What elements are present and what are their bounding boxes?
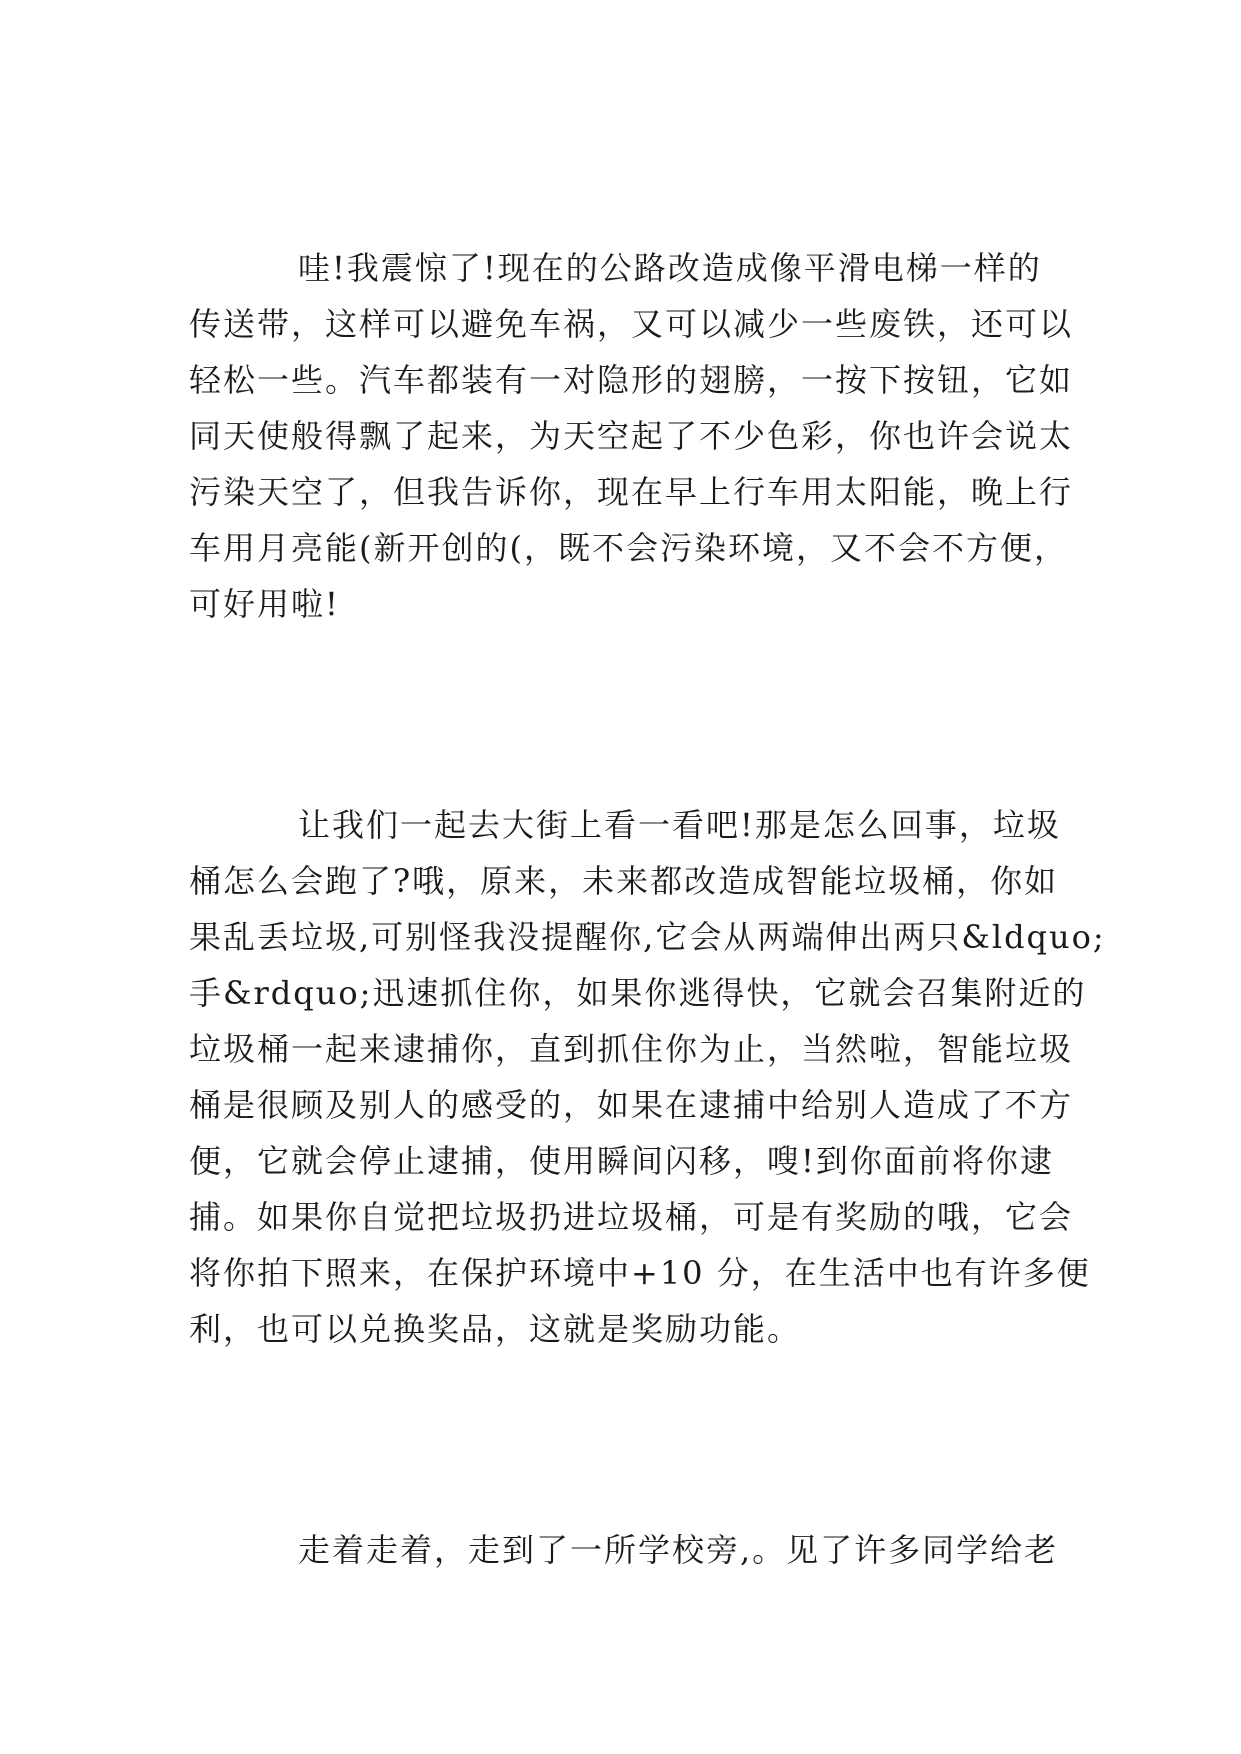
- paragraph-2-line-8: 捕。如果你自觉把垃圾扔进垃圾桶，可是有奖励的哦，它会: [189, 1198, 1074, 1236]
- paragraph-2-line-5: 垃圾桶一起来逮捕你，直到抓住你为止，当然啦，智能垃圾: [189, 1030, 1074, 1068]
- paragraph-2-line-6: 桶是很顾及别人的感受的，如果在逮捕中给别人造成了不方: [189, 1086, 1074, 1124]
- paragraph-1-line-5: 污染天空了，但我告诉你，现在早上行车用太阳能，晚上行: [189, 473, 1074, 511]
- paragraph-2-line-3: 果乱丢垃圾,可别怪我没提醒你,它会从两端伸出两只&ldquo;: [189, 918, 1106, 956]
- paragraph-2-line-10: 利，也可以兑换奖品，这就是奖励功能。: [189, 1310, 802, 1348]
- paragraph-1-line-2: 传送带，这样可以避免车祸，又可以减少一些废铁，还可以: [189, 305, 1074, 343]
- paragraph-1-line-1: 哇!我震惊了!现在的公路改造成像平滑电梯一样的: [298, 249, 1042, 287]
- paragraph-2-line-2: 桶怎么会跑了?哦，原来，未来都改造成智能垃圾桶，你如: [189, 862, 1059, 900]
- paragraph-1-line-3: 轻松一些。汽车都装有一对隐形的翅膀，一按下按钮，它如: [189, 361, 1074, 399]
- paragraph-1-line-6: 车用月亮能(新开创的(，既不会污染环境，又不会不方便，: [189, 529, 1068, 567]
- paragraph-2-line-7: 便，它就会停止逮捕，使用瞬间闪移，嗖!到你面前将你逮: [189, 1142, 1054, 1180]
- paragraph-2-line-1: 让我们一起去大街上看一看吧!那是怎么回事，垃圾: [298, 806, 1061, 844]
- paragraph-2-line-4: 手&rdquo;迅速抓住你，如果你逃得快，它就会召集附近的: [189, 974, 1087, 1012]
- paragraph-2-line-9: 将你拍下照来，在保护环境中+10 分，在生活中也有许多便: [189, 1254, 1091, 1292]
- paragraph-1-line-4: 同天使般得飘了起来，为天空起了不少色彩，你也许会说太: [189, 417, 1074, 455]
- paragraph-3-line-1: 走着走着，走到了一所学校旁,。见了许多同学给老: [298, 1531, 1059, 1569]
- paragraph-1-line-7: 可好用啦!: [189, 585, 340, 623]
